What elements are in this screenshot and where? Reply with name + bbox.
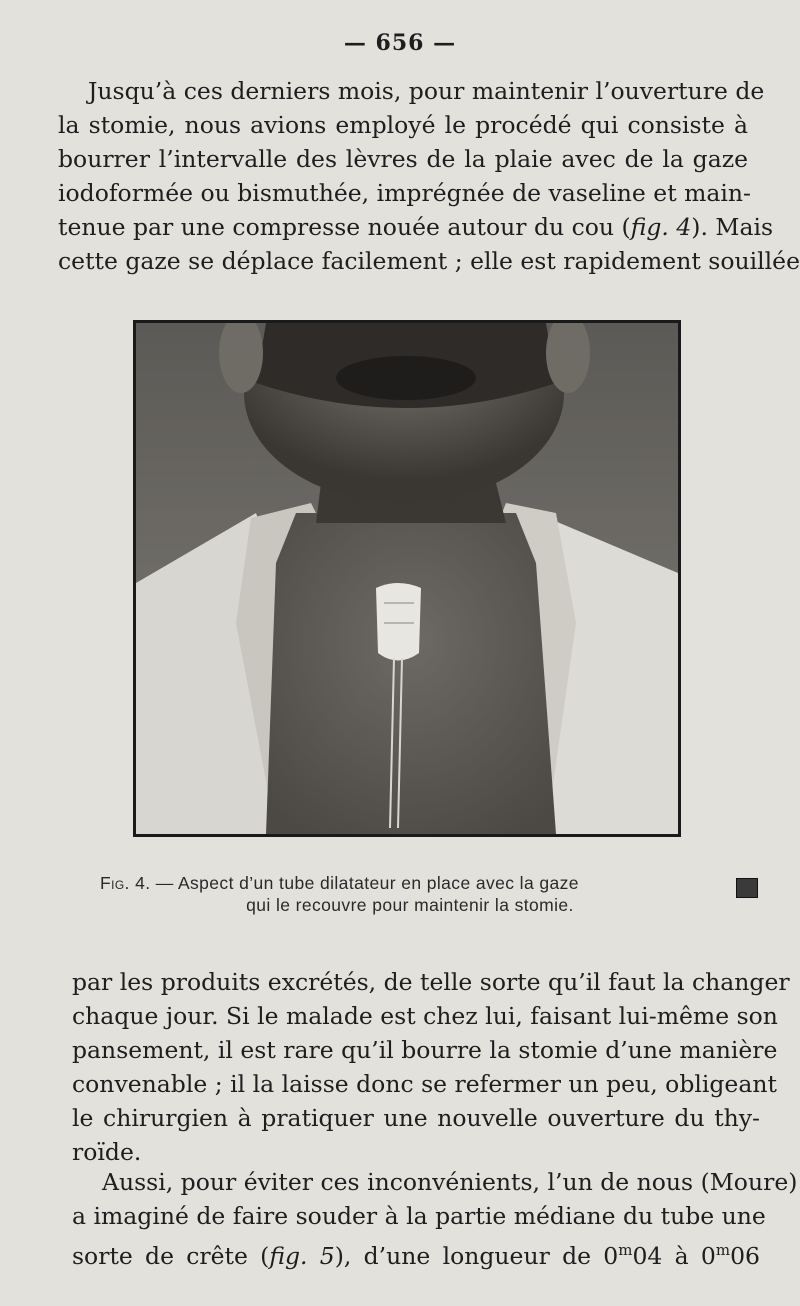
caption-line: qui le recouvre pour maintenir la stomie. bbox=[246, 895, 574, 915]
figure-reference: fig. 5 bbox=[269, 1241, 335, 1270]
text-segment: tenue par une compresse nouée autour du cou ( bbox=[58, 213, 631, 241]
page-number: — 656 — bbox=[343, 30, 457, 56]
text-line: le chirurgien à pratiquer une nouvelle ouverture du thy- bbox=[72, 1104, 760, 1132]
paragraph-top bbox=[58, 74, 800, 278]
figure-reference: fig. 4 bbox=[630, 213, 692, 241]
text-line bbox=[72, 1233, 760, 1273]
text-line: Aussi, pour éviter ces inconvénients, l’un de nous (Moure) bbox=[102, 1168, 798, 1196]
text-line: pansement, il est rare qu’il bourre la stomie d’une manière bbox=[72, 1036, 778, 1064]
text-segment: ). Mais bbox=[691, 213, 774, 241]
text-segment: 04 à 0 bbox=[632, 1241, 716, 1270]
text-segment: 06 bbox=[730, 1241, 760, 1270]
text-line: roïde. bbox=[72, 1138, 142, 1166]
paragraph-last bbox=[72, 1165, 798, 1273]
text-line: par les produits excrétés, de telle sorte qu’il faut la changer bbox=[72, 968, 790, 996]
text-line bbox=[58, 210, 774, 244]
text-line: la stomie, nous avions employé le procédé qui consiste à bbox=[58, 111, 748, 139]
text-line: convenable ; il la laisse donc se refermer un peu, obligeant bbox=[72, 1070, 777, 1098]
caption-line bbox=[100, 872, 760, 894]
text-line: Jusqu’à ces derniers mois, pour maintenir l’ouverture de bbox=[88, 77, 765, 105]
text-line: a imaginé de faire souder à la partie médiane du tube une bbox=[72, 1202, 766, 1230]
text-line: cette gaze se déplace facilement ; elle est rapidement souillée bbox=[58, 247, 800, 275]
ornament-icon bbox=[736, 878, 758, 898]
text-line: iodoformée ou bismuthée, imprégnée de vaseline et main- bbox=[58, 179, 751, 207]
text-line: bourrer l’intervalle des lèvres de la plaie avec de la gaze bbox=[58, 145, 748, 173]
text-segment: ), d’une longueur de 0 bbox=[334, 1241, 619, 1270]
unit-superscript: m bbox=[715, 1241, 731, 1259]
figure-photograph bbox=[133, 320, 681, 837]
paragraph-bottom bbox=[72, 965, 790, 1169]
caption-text: — Aspect d’un tube dilatateur en place avec la gaze bbox=[150, 873, 579, 893]
figure-caption bbox=[100, 872, 760, 916]
text-line: chaque jour. Si le malade est chez lui, faisant lui-même son bbox=[72, 1002, 778, 1030]
unit-superscript: m bbox=[618, 1241, 633, 1259]
photograph-patient-neck bbox=[136, 323, 678, 834]
text-segment: sorte de crête ( bbox=[72, 1241, 270, 1270]
caption-label: Fig. 4. bbox=[100, 873, 151, 893]
